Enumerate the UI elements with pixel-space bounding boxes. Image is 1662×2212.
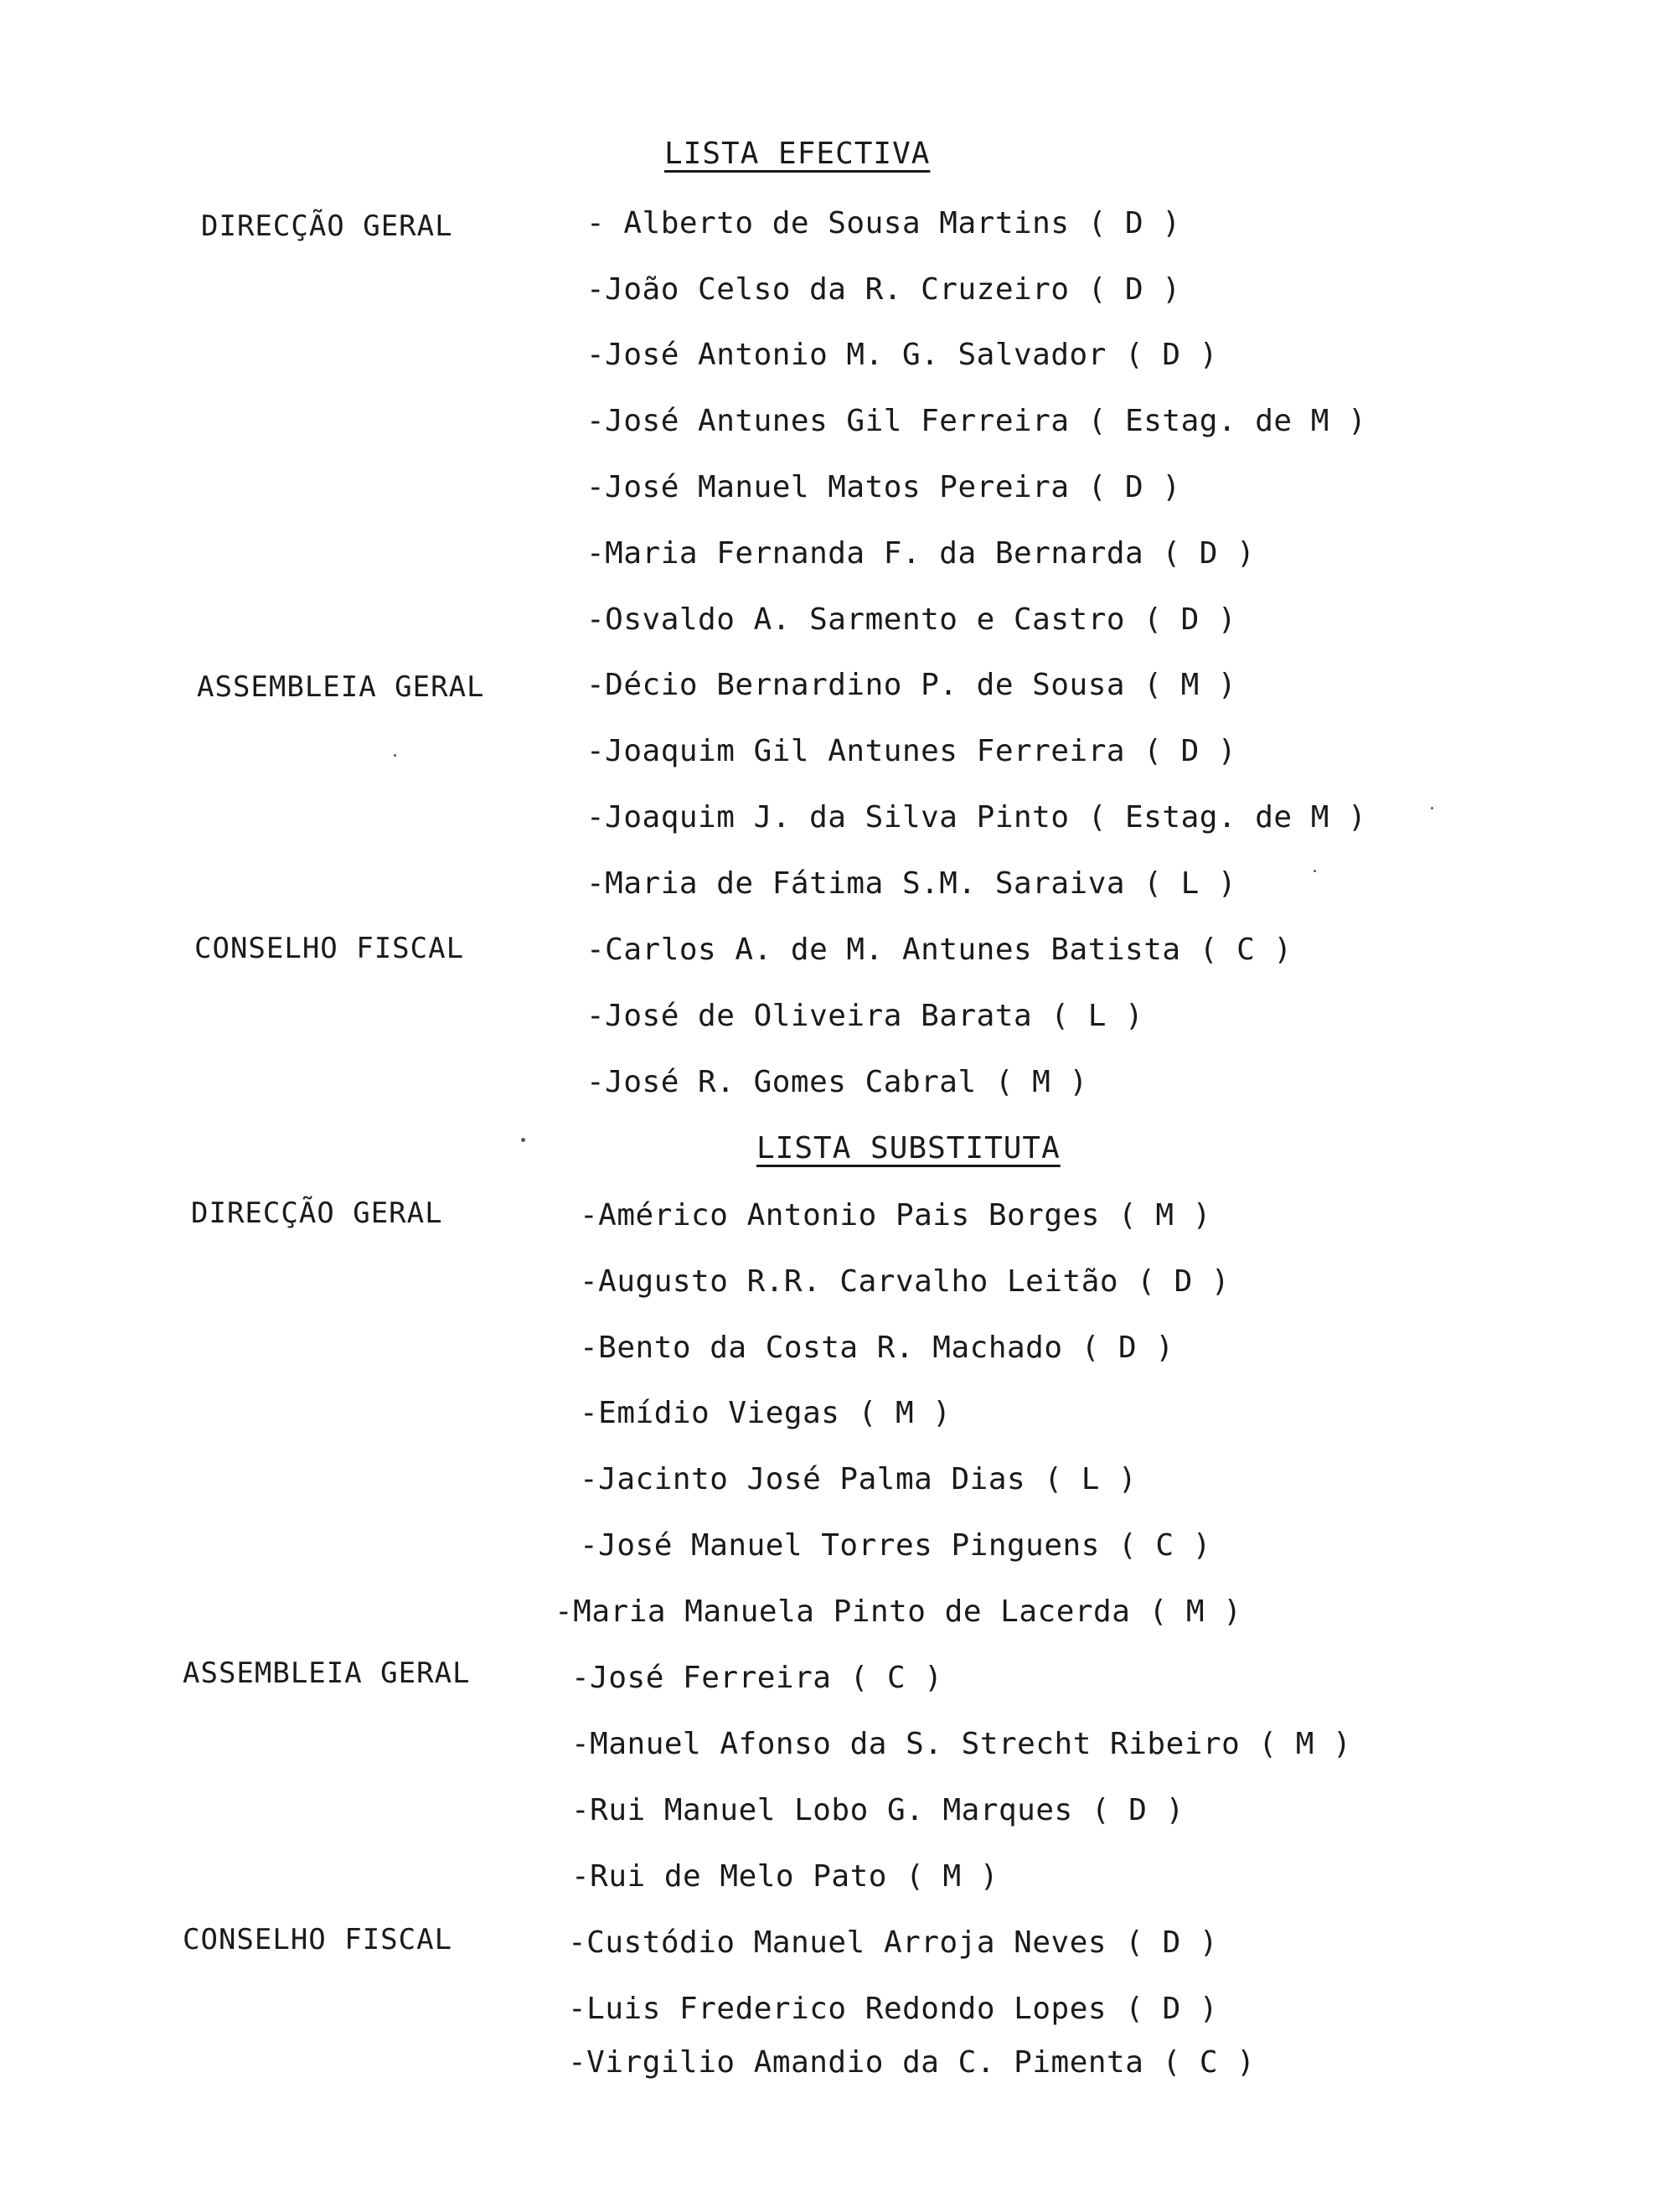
- substituta-assembleia-geral-label: ASSEMBLEIA GERAL: [183, 1656, 471, 1690]
- member-entry: - Alberto de Sousa Martins ( D ): [586, 206, 1181, 240]
- member-entry: -Osvaldo A. Sarmento e Castro ( D ): [586, 602, 1237, 637]
- lista-substituta-title: LISTA SUBSTITUTA: [756, 1131, 1061, 1165]
- member-entry: -Virgilio Amandio da C. Pimenta ( C ): [568, 2045, 1256, 2080]
- member-entry: -Maria Manuela Pinto de Lacerda ( M ): [555, 1594, 1242, 1629]
- member-entry: -Joaquim J. da Silva Pinto ( Estag. de M ): [586, 800, 1367, 835]
- efectiva-conselho-fiscal-label: CONSELHO FISCAL: [194, 932, 465, 965]
- member-entry: -José Manuel Matos Pereira ( D ): [586, 470, 1181, 504]
- efectiva-assembleia-geral-label: ASSEMBLEIA GERAL: [197, 670, 485, 704]
- member-entry: -Américo Antonio Pais Borges ( M ): [580, 1198, 1211, 1233]
- member-entry: -Joaquim Gil Antunes Ferreira ( D ): [586, 734, 1237, 768]
- lista-efectiva-title: LISTA EFECTIVA: [664, 137, 931, 171]
- scan-speck: [394, 754, 396, 757]
- scan-speck: [1314, 870, 1316, 872]
- member-entry: -Manuel Afonso da S. Strecht Ribeiro ( M ): [571, 1727, 1352, 1761]
- substituta-direccao-geral-label: DIRECÇÃO GERAL: [191, 1196, 443, 1230]
- member-entry: -Carlos A. de M. Antunes Batista ( C ): [586, 933, 1293, 967]
- member-entry: -Jacinto José Palma Dias ( L ): [580, 1462, 1138, 1496]
- member-entry: -Augusto R.R. Carvalho Leitão ( D ): [580, 1264, 1231, 1299]
- member-entry: -Bento da Costa R. Machado ( D ): [580, 1331, 1174, 1365]
- member-entry: -José Manuel Torres Pinguens ( C ): [580, 1528, 1211, 1563]
- member-entry: -José R. Gomes Cabral ( M ): [586, 1065, 1088, 1099]
- efectiva-direccao-geral-label: DIRECÇÃO GERAL: [201, 209, 453, 243]
- member-entry: -José de Oliveira Barata ( L ): [586, 999, 1144, 1033]
- member-entry: -Custódio Manuel Arroja Neves ( D ): [568, 1925, 1219, 1960]
- member-entry: -José Ferreira ( C ): [571, 1661, 943, 1695]
- member-entry: -Rui Manuel Lobo G. Marques ( D ): [571, 1793, 1185, 1827]
- member-entry: -José Antonio M. G. Salvador ( D ): [586, 338, 1218, 372]
- member-entry: -João Celso da R. Cruzeiro ( D ): [586, 272, 1181, 307]
- member-entry: -Décio Bernardino P. de Sousa ( M ): [586, 668, 1237, 702]
- scan-speck: [1431, 807, 1433, 809]
- member-entry: -Maria de Fátima S.M. Saraiva ( L ): [586, 866, 1237, 901]
- member-entry: -Luis Frederico Redondo Lopes ( D ): [568, 1992, 1219, 2026]
- substituta-conselho-fiscal-label: CONSELHO FISCAL: [183, 1923, 453, 1956]
- member-entry: -Emídio Viegas ( M ): [580, 1396, 952, 1430]
- member-entry: -Maria Fernanda F. da Bernarda ( D ): [586, 536, 1256, 571]
- scan-speck: [521, 1138, 525, 1142]
- member-entry: -Rui de Melo Pato ( M ): [571, 1859, 999, 1894]
- member-entry: -José Antunes Gil Ferreira ( Estag. de M ): [586, 404, 1367, 438]
